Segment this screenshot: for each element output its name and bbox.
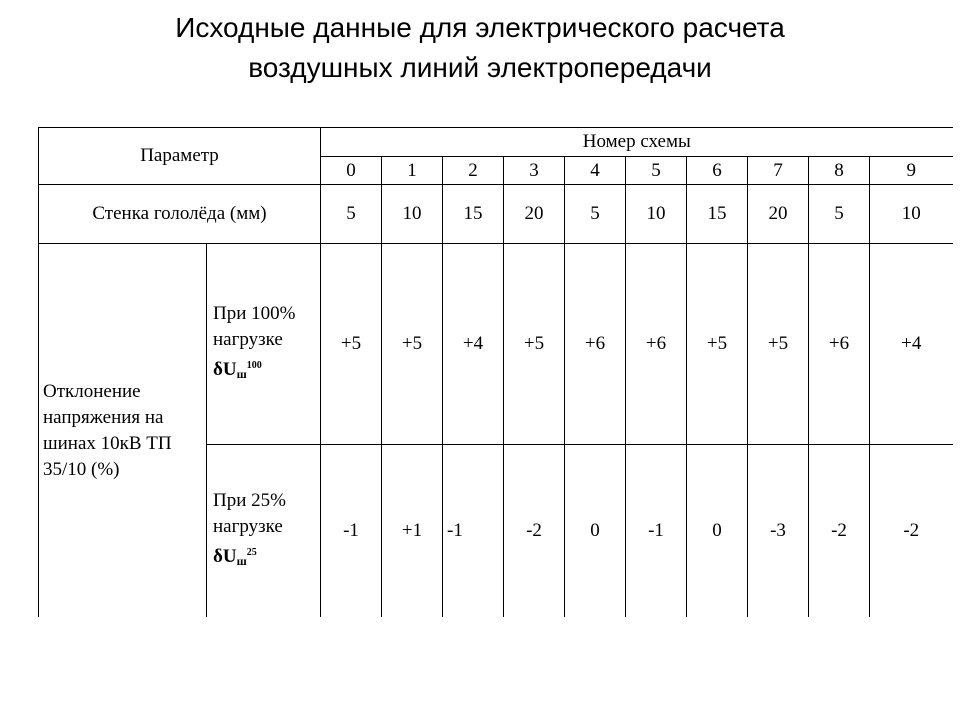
deviation-25-value: -2 [809,445,870,618]
scheme-number-cell: 3 [504,157,565,185]
scheme-number-cell: 4 [565,157,626,185]
scheme-number-cell: 9 [870,157,953,185]
ice-wall-row [39,185,953,244]
ice-wall-value: 20 [504,185,565,244]
load-100-label-cell [207,244,321,445]
deviation-100-value: +5 [687,244,748,445]
ice-wall-value: 15 [687,185,748,244]
deviation-group-label: Отклонение напряжения на шинах 10кВ ТП 35/10 (%) [39,244,207,618]
deviation-25-value: -2 [504,445,565,618]
symbol-main: δU [213,546,237,567]
scheme-number-cell: 5 [626,157,687,185]
ice-wall-label: Стенка гололёда (мм) [39,185,321,244]
param-header-cell: Параметр [39,128,321,185]
deviation-25-value: -1 [443,445,504,618]
ice-wall-value: 10 [382,185,443,244]
ice-wall-value: 5 [809,185,870,244]
symbol-subscript: ш [236,554,247,568]
deviation-25-value: -3 [748,445,809,618]
ice-wall-value: 15 [443,185,504,244]
deviation-100-value: +5 [748,244,809,445]
scheme-number-cell: 7 [748,157,809,185]
slide-title-line-1: Исходные данные для электрического расчета [175,12,785,43]
scheme-header-cell: Номер схемы [321,128,953,157]
deviation-100-value: +4 [870,244,953,445]
ice-wall-value: 10 [626,185,687,244]
deviation-100-row [39,244,953,445]
symbol-superscript: 100 [246,360,262,371]
ice-wall-value: 20 [748,185,809,244]
deviation-100-value: +5 [382,244,443,445]
deviation-100-value: +4 [443,244,504,445]
deviation-25-value: -1 [626,445,687,618]
header-row-1 [39,128,953,157]
scheme-number-cell: 1 [382,157,443,185]
load-100-label: При 100% нагрузке [213,303,296,350]
scheme-number-cell: 0 [321,157,382,185]
deviation-25-value: -1 [321,445,382,618]
slide-title-line-2: воздушных линий электропередачи [248,52,712,83]
deviation-25-value: -2 [870,445,953,618]
deviation-100-value: +6 [809,244,870,445]
deviation-100-value: +6 [565,244,626,445]
deviation-100-value: +6 [626,244,687,445]
symbol-main: δU [213,359,237,380]
slide-title [0,8,960,88]
deviation-100-value: +5 [504,244,565,445]
deviation-25-value: +1 [382,445,443,618]
scheme-number-cell: 2 [443,157,504,185]
ice-wall-value: 5 [565,185,626,244]
symbol-subscript: ш [236,367,247,381]
data-table-container [38,127,932,618]
ice-wall-value: 10 [870,185,953,244]
scheme-number-cell: 8 [809,157,870,185]
load-25-label: При 25% нагрузке [213,490,286,537]
ice-wall-value: 5 [321,185,382,244]
load-25-symbol [213,546,257,567]
symbol-superscript: 25 [246,547,257,558]
load-100-symbol [213,359,262,380]
deviation-25-value: 0 [687,445,748,618]
source-data-table [38,127,953,617]
deviation-25-value: 0 [565,445,626,618]
deviation-100-value: +5 [321,244,382,445]
load-25-label-cell [207,445,321,618]
scheme-number-cell: 6 [687,157,748,185]
